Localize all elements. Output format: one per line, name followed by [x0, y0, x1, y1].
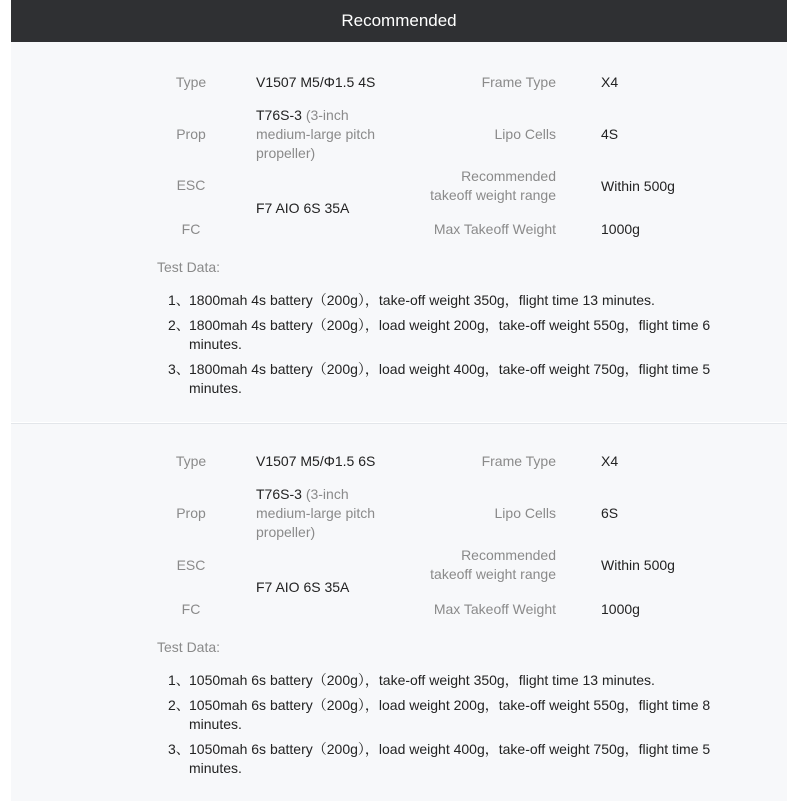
list-item: 3、 1050mah 6s battery（200g），load weight 400g，take-off weight 750g，flight time 5 minutes. — [168, 741, 711, 776]
spec-panel-4s — [11, 42, 787, 422]
frame-type-value: X4 — [601, 74, 619, 90]
type-label: Type — [175, 453, 207, 469]
list-item: 1、 1050mah 6s battery（200g），take-off weight 350g，flight time 13 minutes. — [168, 672, 655, 688]
test-data-label: Test Data: — [157, 639, 221, 655]
takeoff-range-label-line1: Recommended — [461, 547, 556, 563]
max-takeoff-label: Max Takeoff Weight — [433, 601, 556, 617]
prop-label: Prop — [176, 505, 206, 521]
esc-fc-value: F7 AIO 6S 35A — [256, 579, 350, 595]
takeoff-range-label — [430, 167, 556, 205]
takeoff-range-label-line2: takeoff weight range — [430, 187, 556, 203]
frame-type-label: Frame Type — [481, 453, 556, 469]
page-header — [11, 0, 787, 42]
list-item: 2、 1050mah 6s battery（200g），load weight 200g，take-off weight 550g，flight time 8 minutes. — [168, 697, 711, 732]
esc-label: ESC — [176, 557, 206, 573]
max-takeoff-value: 1000g — [601, 601, 640, 617]
prop-note-line1: (3-inch — [305, 107, 349, 123]
prop-note-line3: propeller) — [256, 524, 316, 540]
type-value: V1507 M5/Φ1.5 4S — [256, 74, 376, 90]
takeoff-range-label — [430, 546, 556, 584]
prop-note-line2: medium-large pitch — [256, 126, 376, 142]
type-value: V1507 M5/Φ1.5 6S — [256, 453, 376, 469]
fc-label: FC — [181, 601, 201, 617]
lipo-cells-label: Lipo Cells — [494, 126, 556, 142]
takeoff-range-label-line2: takeoff weight range — [430, 566, 556, 582]
prop-model: T76S-3 — [256, 107, 302, 123]
list-item: 1、 1800mah 4s battery（200g），take-off weight 350g，flight time 13 minutes. — [168, 292, 655, 308]
takeoff-range-value: Within 500g — [601, 178, 675, 194]
lipo-cells-value: 6S — [601, 505, 619, 521]
lipo-cells-value: 4S — [601, 126, 619, 142]
prop-note-line1: (3-inch — [305, 486, 349, 502]
lipo-cells-label: Lipo Cells — [494, 505, 556, 521]
frame-type-label: Frame Type — [481, 74, 556, 90]
list-item: 3、 1800mah 4s battery（200g），load weight 400g，take-off weight 750g，flight time 5 minutes. — [168, 361, 711, 396]
takeoff-range-value: Within 500g — [601, 557, 675, 573]
header-title: Recommended — [341, 11, 457, 30]
fc-label: FC — [181, 221, 201, 237]
esc-fc-value: F7 AIO 6S 35A — [256, 200, 350, 216]
frame-type-value: X4 — [601, 453, 619, 469]
max-takeoff-label: Max Takeoff Weight — [433, 221, 556, 237]
prop-value — [256, 106, 406, 163]
test-data-list — [168, 291, 728, 404]
test-data-label: Test Data: — [157, 259, 221, 275]
takeoff-range-label-line1: Recommended — [461, 168, 556, 184]
max-takeoff-value: 1000g — [601, 221, 640, 237]
test-data-list — [168, 671, 728, 784]
prop-label: Prop — [176, 126, 206, 142]
prop-model: T76S-3 — [256, 486, 302, 502]
prop-note-line2: medium-large pitch — [256, 505, 376, 521]
esc-label: ESC — [176, 177, 206, 193]
spec-panel-6s — [11, 423, 787, 801]
prop-note-line3: propeller) — [256, 145, 316, 161]
type-label: Type — [175, 74, 207, 90]
prop-value — [256, 485, 406, 542]
list-item: 2、 1800mah 4s battery（200g），load weight 200g，take-off weight 550g，flight time 6 minutes. — [168, 317, 711, 352]
